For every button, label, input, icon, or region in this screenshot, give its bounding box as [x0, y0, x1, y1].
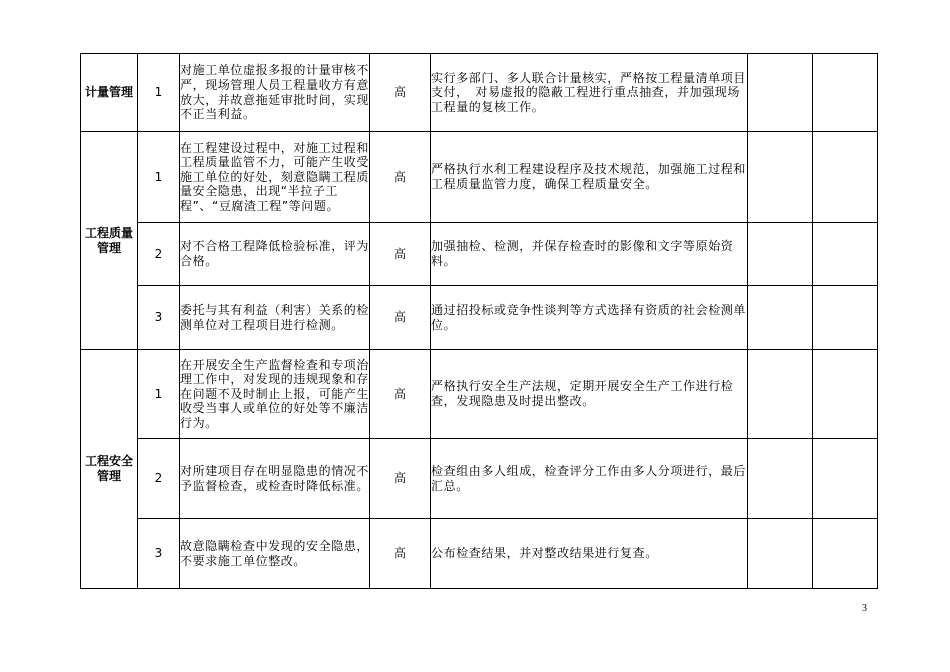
risk-level: 高 [370, 223, 431, 286]
risk-description: 对所建项目存在明显隐患的情况不予监督检查，或检查时降低标准。 [180, 439, 370, 519]
category-cell: 计量管理 [81, 54, 138, 132]
risk-description: 故意隐瞒检查中发现的安全隐患，不要求施工单位整改。 [180, 519, 370, 589]
control-measure: 严格执行水利工程建设程序及技术规范，加强施工过程和工程质量监管力度，确保工程质量安全。 [431, 132, 748, 223]
table-row [81, 132, 878, 223]
row-number: 3 [138, 519, 180, 589]
blank-cell [813, 54, 878, 132]
row-number: 1 [138, 54, 180, 132]
risk-level: 高 [370, 54, 431, 132]
risk-level: 高 [370, 439, 431, 519]
row-number: 2 [138, 439, 180, 519]
risk-description: 对不合格工程降低检验标准，评为合格。 [180, 223, 370, 286]
table-row [81, 223, 878, 286]
risk-description: 在工程建设过程中，对施工过程和工程质量监管不力，可能产生收受施工单位的好处，刻意隐瞒工程质量安全隐患，出现“半拉子工程”、“豆腐渣工程”等问题。 [180, 132, 370, 223]
blank-cell [748, 132, 813, 223]
control-measure: 实行多部门、多人联合计量核实，严格按工程量清单项目支付， 对易虚报的隐蔽工程进行重点抽查，并加强现场工程量的复核工作。 [431, 54, 748, 132]
control-measure: 通过招投标或竞争性谈判等方式选择有资质的社会检测单位。 [431, 286, 748, 350]
control-measure: 公布检查结果，并对整改结果进行复查。 [431, 519, 748, 589]
blank-cell [813, 439, 878, 519]
blank-cell [813, 286, 878, 350]
risk-description: 委托与其有利益（利害）关系的检测单位对工程项目进行检测。 [180, 286, 370, 350]
risk-level: 高 [370, 519, 431, 589]
blank-cell [813, 223, 878, 286]
blank-cell [748, 350, 813, 439]
risk-table [80, 53, 878, 589]
blank-cell [748, 519, 813, 589]
risk-level: 高 [370, 350, 431, 439]
control-measure: 加强抽检、检测，并保存检查时的影像和文字等原始资料。 [431, 223, 748, 286]
blank-cell [748, 223, 813, 286]
row-number: 1 [138, 350, 180, 439]
table-row [81, 350, 878, 439]
risk-description: 在开展安全生产监督检查和专项治理工作中，对发现的违规现象和存在问题不及时制止上报，可能产生收受当事人或单位的好处等不廉洁行为。 [180, 350, 370, 439]
blank-cell [813, 350, 878, 439]
control-measure: 严格执行安全生产法规，定期开展安全生产工作进行检查，发现隐患及时提出整改。 [431, 350, 748, 439]
risk-level: 高 [370, 132, 431, 223]
category-cell: 工程安全管理 [81, 350, 138, 589]
control-measure: 检查组由多人组成，检查评分工作由多人分项进行，最后汇总。 [431, 439, 748, 519]
table-row [81, 54, 878, 132]
blank-cell [813, 519, 878, 589]
blank-cell [813, 132, 878, 223]
risk-level: 高 [370, 286, 431, 350]
table-row [81, 519, 878, 589]
risk-description: 对施工单位虚报多报的计量审核不严，现场管理人员工程量收方有意放大，并故意拖延审批时间，实现不正当利益。 [180, 54, 370, 132]
blank-cell [748, 286, 813, 350]
table-row [81, 286, 878, 350]
blank-cell [748, 439, 813, 519]
row-number: 2 [138, 223, 180, 286]
blank-cell [748, 54, 813, 132]
row-number: 3 [138, 286, 180, 350]
table-row [81, 439, 878, 519]
category-cell: 工程质量管理 [81, 132, 138, 350]
page-number: 3 [862, 603, 867, 614]
row-number: 1 [138, 132, 180, 223]
